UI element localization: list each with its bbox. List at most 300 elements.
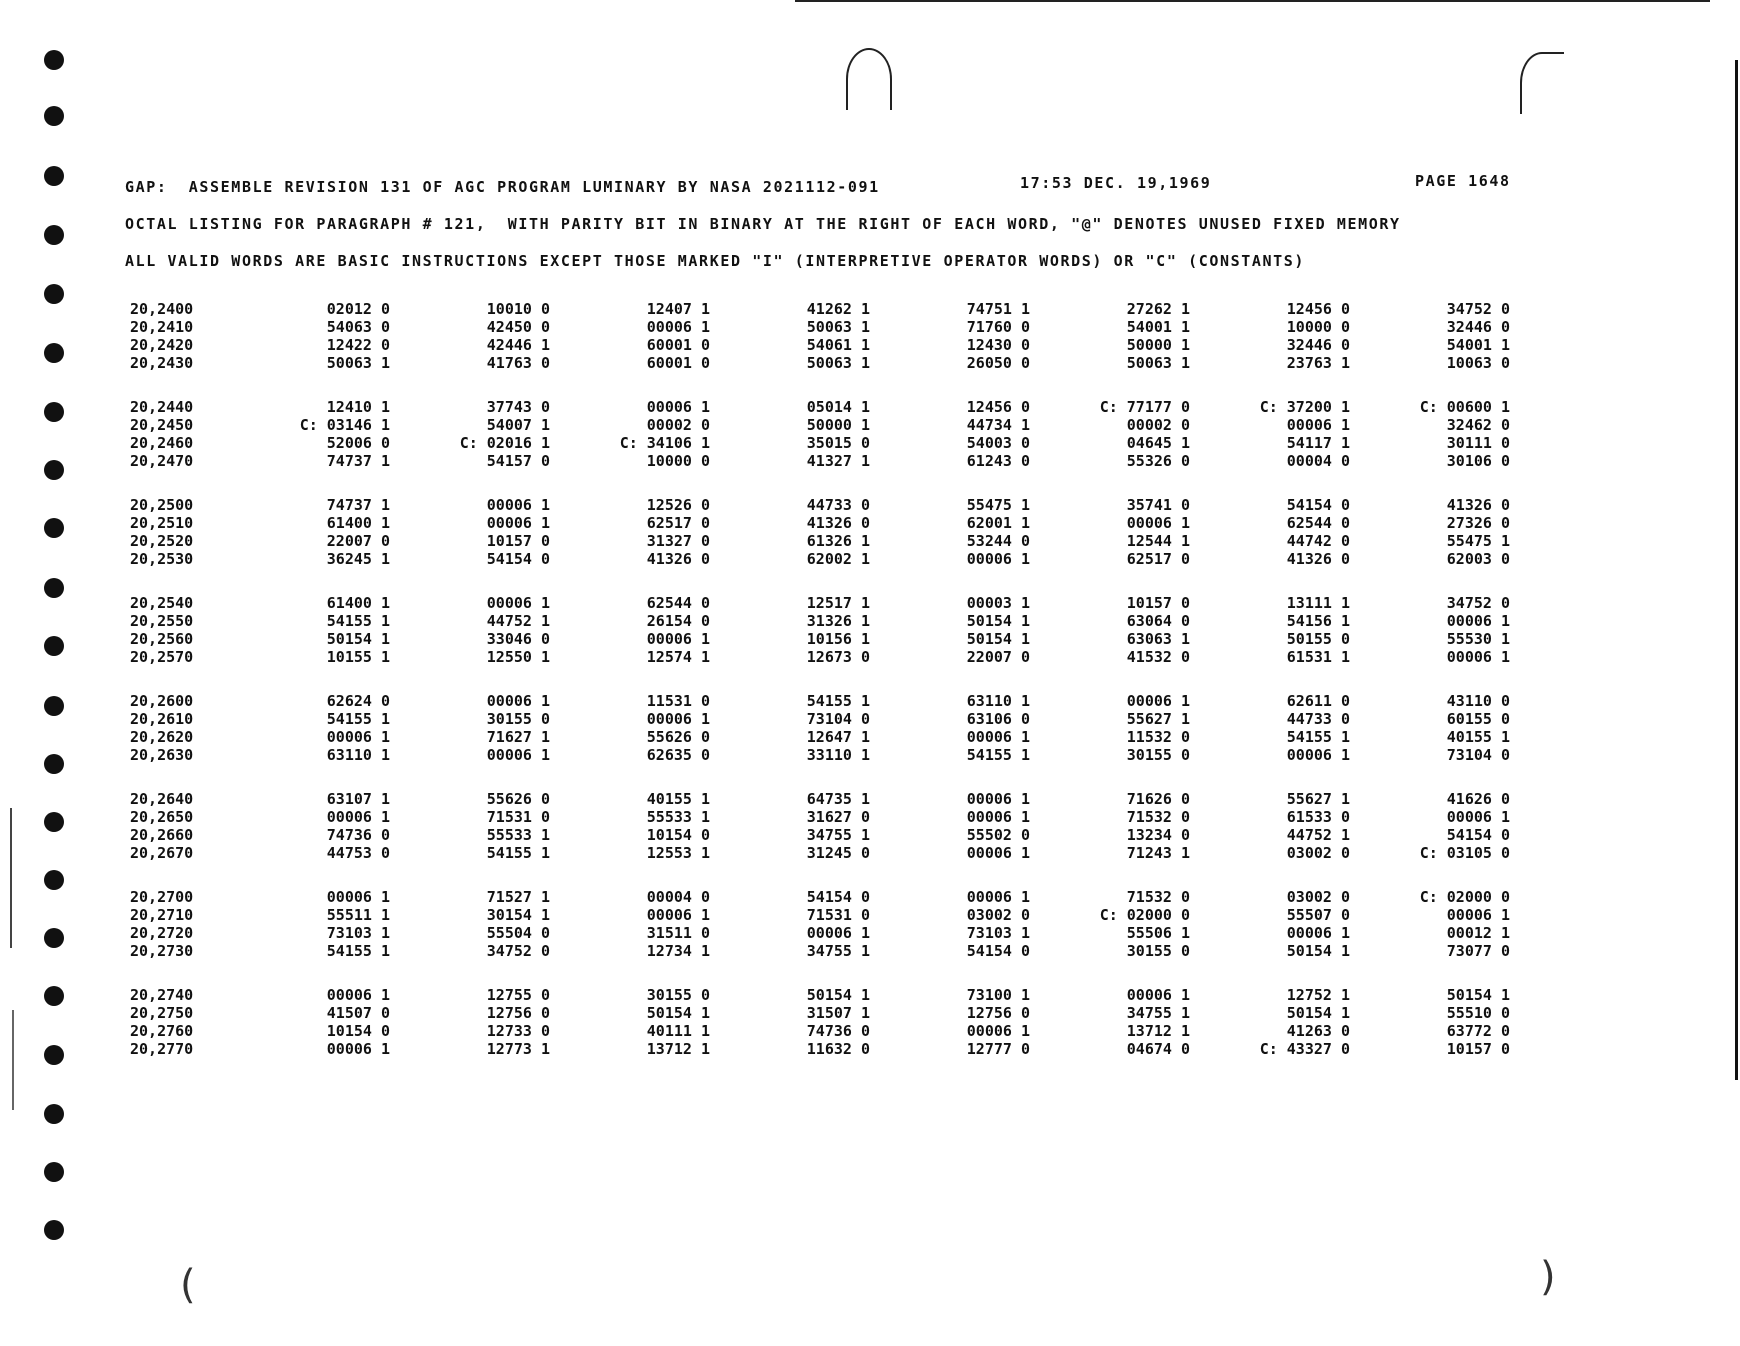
punch-hole (44, 1220, 64, 1240)
octal-word: 54154 0 (486, 550, 550, 568)
punch-hole (44, 812, 64, 832)
octal-word: 55475 1 (966, 496, 1030, 514)
octal-word: 00006 1 (1286, 924, 1350, 942)
right-bracket-mark: ) (1540, 1254, 1556, 1300)
octal-word: C: 02000 0 (1419, 888, 1510, 906)
punch-hole (44, 870, 64, 890)
listing-row (125, 532, 1525, 550)
octal-word: 42446 1 (486, 336, 550, 354)
octal-word: 00006 1 (1286, 416, 1350, 434)
octal-word: 12733 0 (486, 1022, 550, 1040)
listing-row (125, 906, 1525, 924)
octal-word: 12422 0 (326, 336, 390, 354)
octal-word: 35015 0 (806, 434, 870, 452)
memory-address: 20,2470 (130, 452, 194, 470)
octal-word: 10157 0 (1446, 1040, 1510, 1058)
octal-word: 30155 0 (1126, 942, 1190, 960)
memory-address: 20,2520 (130, 532, 194, 550)
listing-row (125, 496, 1525, 514)
octal-word: 00006 1 (1126, 692, 1190, 710)
memory-address: 20,2730 (130, 942, 194, 960)
octal-word: 71532 0 (1126, 888, 1190, 906)
octal-word: 55504 0 (486, 924, 550, 942)
octal-word: 73103 1 (966, 924, 1030, 942)
listing-row (125, 354, 1525, 372)
octal-word: 60001 0 (646, 354, 710, 372)
octal-word: 44734 1 (966, 416, 1030, 434)
listing-row (125, 612, 1525, 630)
octal-word: 41763 0 (486, 354, 550, 372)
memory-address: 20,2530 (130, 550, 194, 568)
octal-word: 41326 0 (646, 550, 710, 568)
octal-word: 44733 0 (1286, 710, 1350, 728)
listing-row (125, 318, 1525, 336)
punch-hole (44, 460, 64, 480)
octal-word: 00006 1 (966, 790, 1030, 808)
octal-word: 55627 1 (1286, 790, 1350, 808)
memory-address: 20,2610 (130, 710, 194, 728)
listing-row (125, 416, 1525, 434)
octal-word: 41263 0 (1286, 1022, 1350, 1040)
octal-word: 55326 0 (1126, 452, 1190, 470)
octal-word: 55533 1 (646, 808, 710, 826)
octal-word: C: 00600 1 (1419, 398, 1510, 416)
octal-word: 54155 1 (326, 942, 390, 960)
octal-word: 44733 0 (806, 496, 870, 514)
octal-word: 50154 1 (966, 612, 1030, 630)
octal-word: 36245 1 (326, 550, 390, 568)
octal-word: C: 43327 0 (1259, 1040, 1350, 1058)
octal-word: 12430 0 (966, 336, 1030, 354)
octal-word: 10157 0 (486, 532, 550, 550)
octal-word: 41262 1 (806, 300, 870, 318)
octal-word: 64735 1 (806, 790, 870, 808)
octal-word: 00006 1 (1446, 906, 1510, 924)
octal-word: 74751 1 (966, 300, 1030, 318)
octal-word: C: 34106 1 (619, 434, 710, 452)
octal-word: 74736 0 (326, 826, 390, 844)
binder-arc-mark (1520, 52, 1564, 114)
octal-word: 00006 1 (1126, 986, 1190, 1004)
octal-word: 10157 0 (1126, 594, 1190, 612)
octal-word: 35741 0 (1126, 496, 1190, 514)
listing-row (125, 514, 1525, 532)
octal-word: 40155 1 (1446, 728, 1510, 746)
octal-word: 41326 0 (806, 514, 870, 532)
memory-address: 20,2660 (130, 826, 194, 844)
octal-word: 63107 1 (326, 790, 390, 808)
octal-word: 30111 0 (1446, 434, 1510, 452)
punch-hole (44, 1045, 64, 1065)
octal-word: 00006 1 (326, 808, 390, 826)
octal-word: 73100 1 (966, 986, 1030, 1004)
memory-address: 20,2440 (130, 398, 194, 416)
listing-row (125, 746, 1525, 764)
octal-word: 50000 1 (1126, 336, 1190, 354)
octal-word: 12574 1 (646, 648, 710, 666)
octal-word: 00003 1 (966, 594, 1030, 612)
memory-address: 20,2570 (130, 648, 194, 666)
octal-word: 34755 1 (1126, 1004, 1190, 1022)
octal-word: 50154 1 (966, 630, 1030, 648)
octal-word: 54155 1 (966, 746, 1030, 764)
octal-word: 13234 0 (1126, 826, 1190, 844)
octal-word: 00006 1 (966, 1022, 1030, 1040)
punch-hole (44, 106, 64, 126)
octal-word: 50154 1 (1446, 986, 1510, 1004)
octal-word: 62544 0 (1286, 514, 1350, 532)
listing-row (125, 986, 1525, 1004)
punch-hole (44, 754, 64, 774)
octal-word: 34752 0 (486, 942, 550, 960)
memory-address: 20,2750 (130, 1004, 194, 1022)
octal-word: 10010 0 (486, 300, 550, 318)
listing-row (125, 648, 1525, 666)
octal-word: 30155 0 (486, 710, 550, 728)
octal-word: 00006 1 (966, 844, 1030, 862)
octal-word: 63064 0 (1126, 612, 1190, 630)
listing-row (125, 300, 1525, 318)
octal-word: 31507 1 (806, 1004, 870, 1022)
octal-word: 63110 1 (326, 746, 390, 764)
listing-row (125, 1040, 1525, 1058)
octal-word: 30155 0 (646, 986, 710, 1004)
octal-word: 61400 1 (326, 514, 390, 532)
octal-word: 50000 1 (806, 416, 870, 434)
octal-word: 11632 0 (806, 1040, 870, 1058)
octal-word: 71531 0 (486, 808, 550, 826)
octal-word: 00006 1 (486, 594, 550, 612)
octal-word: 74736 0 (806, 1022, 870, 1040)
octal-word: 12517 1 (806, 594, 870, 612)
octal-word: 34755 1 (806, 826, 870, 844)
octal-word: 55511 1 (326, 906, 390, 924)
octal-word: 62611 0 (1286, 692, 1350, 710)
octal-word: 26050 0 (966, 354, 1030, 372)
octal-word: C: 02000 0 (1099, 906, 1190, 924)
octal-word: 54154 0 (1286, 496, 1350, 514)
octal-word: 31327 0 (646, 532, 710, 550)
octal-word: 32462 0 (1446, 416, 1510, 434)
listing-row (125, 924, 1525, 942)
octal-word: 71531 0 (806, 906, 870, 924)
octal-word: 54154 0 (806, 888, 870, 906)
octal-word: 52006 0 (326, 434, 390, 452)
octal-word: 00006 1 (646, 906, 710, 924)
octal-word: 00006 1 (1126, 514, 1190, 532)
octal-word: 12410 1 (326, 398, 390, 416)
octal-word: 73103 1 (326, 924, 390, 942)
octal-word: 54154 0 (1446, 826, 1510, 844)
octal-word: 62624 0 (326, 692, 390, 710)
octal-word: 63110 1 (966, 692, 1030, 710)
octal-word: 34752 0 (1446, 594, 1510, 612)
octal-word: 41626 0 (1446, 790, 1510, 808)
octal-word: 00006 1 (486, 496, 550, 514)
octal-word: 54154 0 (966, 942, 1030, 960)
punch-hole (44, 284, 64, 304)
memory-address: 20,2650 (130, 808, 194, 826)
memory-address: 20,2740 (130, 986, 194, 1004)
listing-row (125, 594, 1525, 612)
octal-word: 12756 0 (486, 1004, 550, 1022)
punch-hole (44, 578, 64, 598)
punch-hole (44, 402, 64, 422)
octal-word: 00006 1 (646, 398, 710, 416)
octal-word: 34755 1 (806, 942, 870, 960)
memory-address: 20,2550 (130, 612, 194, 630)
memory-address: 20,2630 (130, 746, 194, 764)
octal-word: 12456 0 (966, 398, 1030, 416)
octal-word: 73077 0 (1446, 942, 1510, 960)
octal-word: 10154 0 (326, 1022, 390, 1040)
octal-word: 61533 0 (1286, 808, 1350, 826)
octal-word: 00006 1 (966, 550, 1030, 568)
memory-address: 20,2760 (130, 1022, 194, 1040)
octal-word: 54001 1 (1126, 318, 1190, 336)
octal-word: 54061 1 (806, 336, 870, 354)
octal-word: 03002 0 (966, 906, 1030, 924)
octal-word: 55502 0 (966, 826, 1030, 844)
octal-word: 55507 0 (1286, 906, 1350, 924)
listing-row (125, 888, 1525, 906)
octal-word: 12773 1 (486, 1040, 550, 1058)
octal-word: 62544 0 (646, 594, 710, 612)
octal-word: 10154 0 (646, 826, 710, 844)
punch-hole (44, 696, 64, 716)
octal-word: 44752 1 (1286, 826, 1350, 844)
octal-word: 00006 1 (1286, 746, 1350, 764)
octal-word: 00006 1 (966, 728, 1030, 746)
octal-word: 00006 1 (1446, 612, 1510, 630)
octal-word: 33110 1 (806, 746, 870, 764)
octal-word: 00006 1 (486, 692, 550, 710)
listing-row (125, 692, 1525, 710)
octal-word: 55626 0 (646, 728, 710, 746)
octal-word: 41326 0 (1286, 550, 1350, 568)
memory-address: 20,2540 (130, 594, 194, 612)
octal-word: 60155 0 (1446, 710, 1510, 728)
octal-word: 03002 0 (1286, 888, 1350, 906)
octal-word: 50063 1 (1126, 354, 1190, 372)
octal-word: 61400 1 (326, 594, 390, 612)
punch-hole (44, 986, 64, 1006)
memory-address: 20,2510 (130, 514, 194, 532)
listing-subtitle: OCTAL LISTING FOR PARAGRAPH # 121, WITH PARITY BIT IN BINARY AT THE RIGHT OF EACH WORD, "@" DENOTES UNUSED FIXED MEMORY (125, 215, 1401, 233)
memory-address: 20,2410 (130, 318, 194, 336)
margin-line (10, 808, 12, 948)
punch-hole (44, 1104, 64, 1124)
octal-word: 00006 1 (646, 710, 710, 728)
octal-word: 00006 1 (486, 514, 550, 532)
octal-word: 32446 0 (1446, 318, 1510, 336)
punch-hole (44, 166, 64, 186)
octal-word: 12526 0 (646, 496, 710, 514)
octal-word: 12752 1 (1286, 986, 1350, 1004)
top-rule (795, 0, 1710, 2)
octal-word: 22007 0 (326, 532, 390, 550)
listing-row (125, 826, 1525, 844)
octal-word: 63772 0 (1446, 1022, 1510, 1040)
listing-row (125, 790, 1525, 808)
octal-word: 31511 0 (646, 924, 710, 942)
punch-hole (44, 225, 64, 245)
octal-word: 00004 0 (646, 888, 710, 906)
octal-word: 12544 1 (1126, 532, 1190, 550)
octal-word: 11531 0 (646, 692, 710, 710)
octal-word: 10063 0 (1446, 354, 1510, 372)
octal-word: 42450 0 (486, 318, 550, 336)
octal-word: 53244 0 (966, 532, 1030, 550)
punch-hole (44, 1162, 64, 1182)
octal-word: 50154 1 (646, 1004, 710, 1022)
memory-address: 20,2420 (130, 336, 194, 354)
octal-word: 54155 1 (486, 844, 550, 862)
octal-word: 23763 1 (1286, 354, 1350, 372)
octal-word: 27262 1 (1126, 300, 1190, 318)
octal-word: 41326 0 (1446, 496, 1510, 514)
octal-word: 54157 0 (486, 452, 550, 470)
octal-word: 00006 1 (326, 728, 390, 746)
octal-word: 55627 1 (1126, 710, 1190, 728)
octal-word: 73104 0 (806, 710, 870, 728)
octal-word: 31326 1 (806, 612, 870, 630)
octal-word: 61326 1 (806, 532, 870, 550)
octal-word: 54007 1 (486, 416, 550, 434)
octal-word: 00006 1 (1446, 808, 1510, 826)
memory-address: 20,2710 (130, 906, 194, 924)
octal-word: 00002 0 (646, 416, 710, 434)
octal-word: C: 03105 0 (1419, 844, 1510, 862)
octal-word: 00012 1 (1446, 924, 1510, 942)
octal-word: 00006 1 (966, 888, 1030, 906)
octal-word: 62001 1 (966, 514, 1030, 532)
octal-word: 12755 0 (486, 986, 550, 1004)
octal-word: 30155 0 (1126, 746, 1190, 764)
memory-address: 20,2560 (130, 630, 194, 648)
octal-word: 55510 0 (1446, 1004, 1510, 1022)
octal-word: 71527 1 (486, 888, 550, 906)
octal-word: 50154 1 (1286, 942, 1350, 960)
octal-word: 74737 1 (326, 452, 390, 470)
octal-word: 54156 1 (1286, 612, 1350, 630)
octal-word: 62635 0 (646, 746, 710, 764)
octal-word: 30154 1 (486, 906, 550, 924)
octal-word: 50063 1 (806, 318, 870, 336)
octal-word: 26154 0 (646, 612, 710, 630)
listing-timestamp: 17:53 DEC. 19,1969 (1020, 174, 1212, 192)
octal-word: 44752 1 (486, 612, 550, 630)
octal-word: 04645 1 (1126, 434, 1190, 452)
octal-word: 00006 1 (326, 1040, 390, 1058)
memory-address: 20,2500 (130, 496, 194, 514)
octal-word: 02012 0 (326, 300, 390, 318)
punch-hole (44, 636, 64, 656)
octal-word: 12553 1 (646, 844, 710, 862)
octal-word: 22007 0 (966, 648, 1030, 666)
octal-word: 54155 1 (326, 710, 390, 728)
octal-word: 12550 1 (486, 648, 550, 666)
memory-address: 20,2700 (130, 888, 194, 906)
octal-word: 71626 0 (1126, 790, 1190, 808)
octal-word: 00006 1 (646, 318, 710, 336)
octal-word: C: 03146 1 (299, 416, 390, 434)
memory-address: 20,2460 (130, 434, 194, 452)
octal-word: 33046 0 (486, 630, 550, 648)
octal-word: 50063 1 (326, 354, 390, 372)
punch-hole (44, 928, 64, 948)
octal-word: 12756 0 (966, 1004, 1030, 1022)
octal-word: C: 02016 1 (459, 434, 550, 452)
memory-address: 20,2600 (130, 692, 194, 710)
octal-word: 60001 0 (646, 336, 710, 354)
octal-word: 44742 0 (1286, 532, 1350, 550)
octal-word: 12673 0 (806, 648, 870, 666)
octal-word: 40111 1 (646, 1022, 710, 1040)
punch-hole (44, 50, 64, 70)
margin-line (12, 1010, 14, 1110)
octal-word: 54117 1 (1286, 434, 1350, 452)
octal-word: 50155 0 (1286, 630, 1350, 648)
octal-word: 03002 0 (1286, 844, 1350, 862)
octal-word: 73104 0 (1446, 746, 1510, 764)
octal-word: 62517 0 (646, 514, 710, 532)
octal-word: 50154 1 (1286, 1004, 1350, 1022)
octal-word: 11532 0 (1126, 728, 1190, 746)
listing-row (125, 808, 1525, 826)
octal-word: 50063 1 (806, 354, 870, 372)
binder-arc-mark (846, 48, 892, 110)
octal-word: 00006 1 (1446, 648, 1510, 666)
octal-word: 37743 0 (486, 398, 550, 416)
octal-word: 54155 1 (1286, 728, 1350, 746)
listing-row (125, 1004, 1525, 1022)
octal-word: 71627 1 (486, 728, 550, 746)
octal-word: 62002 1 (806, 550, 870, 568)
octal-word: 55475 1 (1446, 532, 1510, 550)
octal-word: 71243 1 (1126, 844, 1190, 862)
memory-address: 20,2430 (130, 354, 194, 372)
octal-word: 32446 0 (1286, 336, 1350, 354)
octal-word: 54063 0 (326, 318, 390, 336)
memory-address: 20,2640 (130, 790, 194, 808)
octal-word: 00006 1 (326, 888, 390, 906)
octal-word: 50154 1 (326, 630, 390, 648)
octal-word: 40155 1 (646, 790, 710, 808)
octal-word: 71760 0 (966, 318, 1030, 336)
octal-word: 12407 1 (646, 300, 710, 318)
octal-word: 44753 0 (326, 844, 390, 862)
page-number: PAGE 1648 (1415, 172, 1511, 190)
octal-word: 55626 0 (486, 790, 550, 808)
listing-row (125, 942, 1525, 960)
listing-row (125, 728, 1525, 746)
listing-row (125, 336, 1525, 354)
octal-word: C: 77177 0 (1099, 398, 1190, 416)
octal-word: 31627 0 (806, 808, 870, 826)
octal-word: 71532 0 (1126, 808, 1190, 826)
memory-address: 20,2770 (130, 1040, 194, 1058)
octal-word: 12456 0 (1286, 300, 1350, 318)
listing-row (125, 710, 1525, 728)
octal-word: 00006 1 (646, 630, 710, 648)
octal-word: 12734 1 (646, 942, 710, 960)
octal-word: 54155 1 (326, 612, 390, 630)
right-margin-line (1735, 60, 1738, 1080)
octal-word: 61531 1 (1286, 648, 1350, 666)
octal-word: 55506 1 (1126, 924, 1190, 942)
octal-word: 63106 0 (966, 710, 1030, 728)
